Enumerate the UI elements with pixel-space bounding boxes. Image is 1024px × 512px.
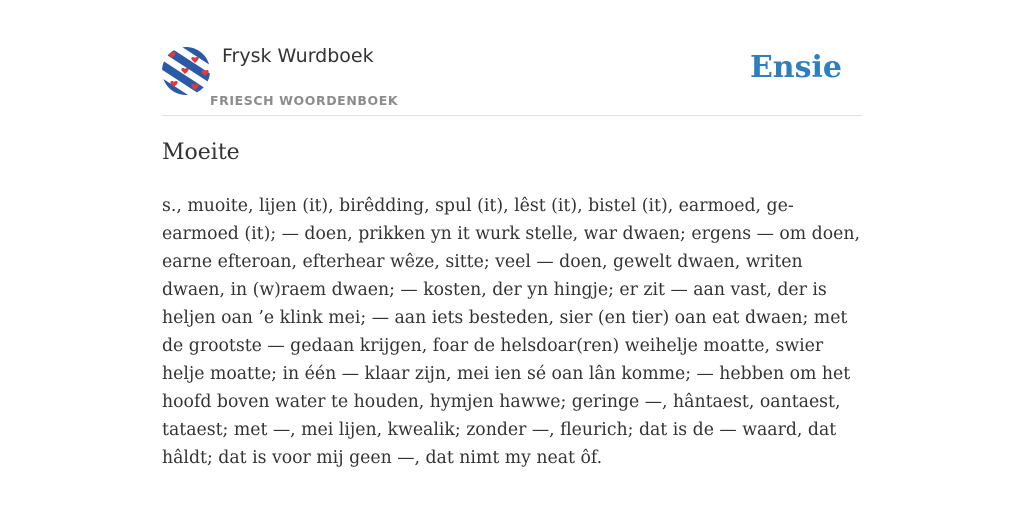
brand-logo[interactable]: Ensie [749,50,842,85]
entry-card [162,0,862,512]
site-title[interactable]: Frysk Wurdboek [222,45,374,67]
entry-definition: s., muoite, lijen (it), birêdding, spul (it), lêst (it), bistel (it), earmoed, ge-earmoed (it); — doen, prikken yn it wurk stelle, war dwaen; ergens — om doen, earne efteroan, efterhear wêze, sitte; veel — doen, gewelt dwaen, writen dwaen, in (w)raem dwaen; — kosten, der yn hingje; er zit — aan vast, der is heljen oan ’e klink mei; — aan iets besteden, sier (en tier) oan eat dwaen; met de grootste — gedaan krijgen, foar de helsdoar(ren) weihelje moatte, swier helje moatte; in één — klaar zijn, mei ien sé oan lân komme; — hebben om het hoofd boven water te houden, hymjen hawwe; geringe —, hântaest, oantaest, tataest; met —, mei lijen, kwealik; zonder —, fleurich; dat is de — waard, dat hâldt; dat is voor mij geen —, dat nimt my neat ôf. [162,196,860,468]
entry-title: Moeite [162,140,240,165]
frisian-flag-icon[interactable] [162,47,210,95]
site-header [162,0,862,116]
site-subtitle: FRIESCH WOORDENBOEK [210,93,399,108]
